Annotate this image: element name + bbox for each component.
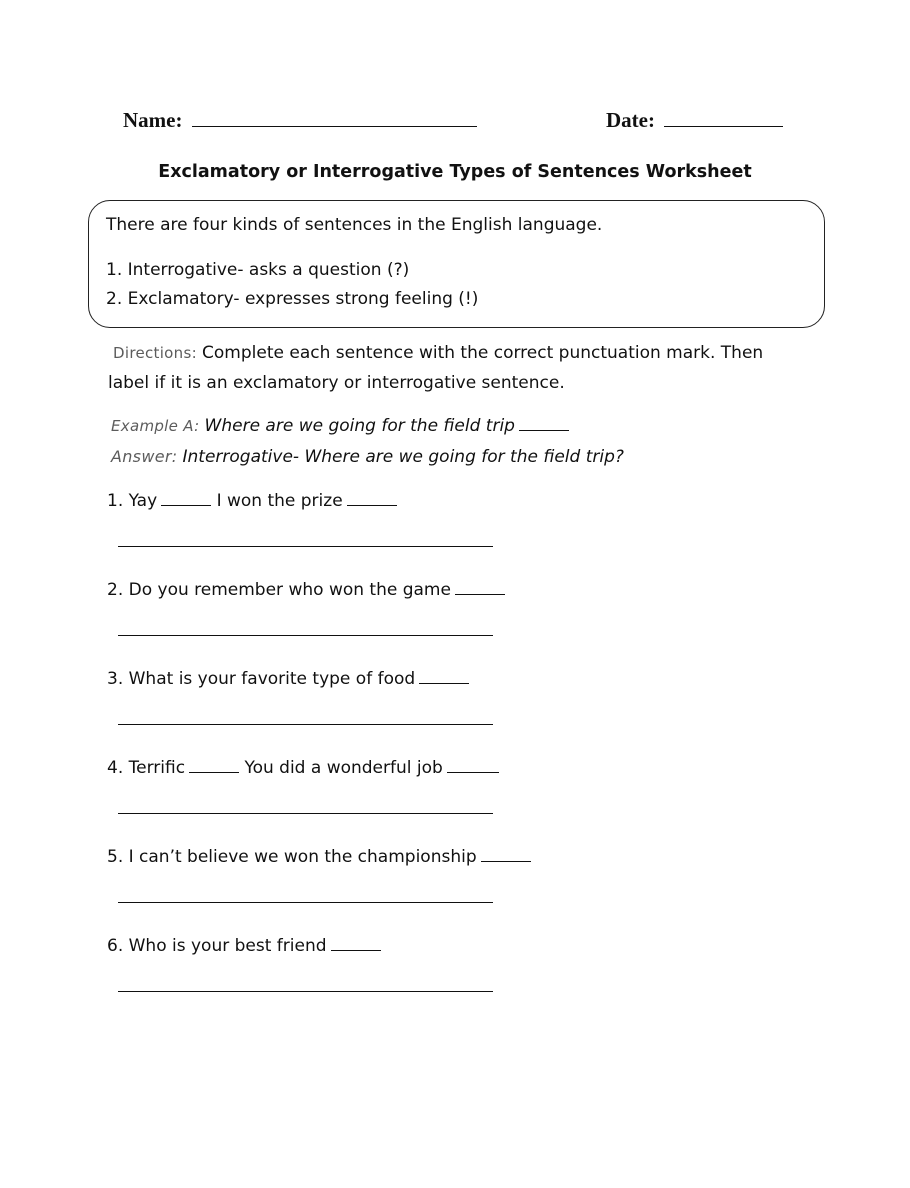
name-blank[interactable]	[192, 108, 477, 127]
date-label: Date:	[606, 108, 655, 132]
question-6-text: 6. Who is your best friend	[107, 936, 327, 956]
info-item-exclamatory: 2. Exclamatory- expresses strong feeling (!)	[106, 289, 479, 309]
question-4-blank-b[interactable]	[447, 758, 499, 773]
directions-text-line1: Complete each sentence with the correct punctuation mark. Then	[202, 343, 764, 363]
question-4-text-b: You did a wonderful job	[244, 758, 443, 778]
question-4	[107, 758, 499, 778]
question-1-text-b: I won the prize	[216, 491, 343, 511]
directions-label: Directions:	[113, 344, 197, 362]
question-3-blank[interactable]	[419, 669, 469, 684]
question-2-text: 2. Do you remember who won the game	[107, 580, 451, 600]
question-2-blank[interactable]	[455, 580, 505, 595]
example-text: Where are we going for the field trip	[204, 416, 515, 436]
question-6-blank[interactable]	[331, 936, 381, 951]
question-4-text-a: 4. Terrific	[107, 758, 186, 778]
example	[111, 416, 569, 436]
question-5	[107, 847, 531, 867]
name-field	[123, 108, 477, 133]
date-field	[606, 108, 783, 133]
question-3	[107, 669, 469, 689]
answer-line-6[interactable]	[118, 991, 493, 992]
answer-line-1[interactable]	[118, 546, 493, 547]
answer-line-3[interactable]	[118, 724, 493, 725]
info-item-interrogative: 1. Interrogative- asks a question (?)	[106, 260, 410, 280]
question-4-blank-a[interactable]	[189, 758, 239, 773]
worksheet-title: Exclamatory or Interrogative Types of Sentences Worksheet	[158, 162, 752, 182]
answer-label: Answer:	[111, 447, 178, 466]
question-2	[107, 580, 505, 600]
name-label: Name:	[123, 108, 183, 132]
question-3-text: 3. What is your favorite type of food	[107, 669, 416, 689]
question-1-blank-b[interactable]	[347, 491, 397, 506]
directions-text-line2: label if it is an exclamatory or interrogative sentence.	[108, 373, 565, 393]
question-6	[107, 936, 381, 956]
info-intro: There are four kinds of sentences in the English language.	[106, 215, 603, 235]
question-5-text: 5. I can’t believe we won the championship	[107, 847, 477, 867]
answer-text: Interrogative- Where are we going for the field trip?	[182, 447, 624, 467]
question-1-text-a: 1. Yay	[107, 491, 158, 511]
question-5-blank[interactable]	[481, 847, 531, 862]
question-1-blank-a[interactable]	[161, 491, 211, 506]
example-answer	[111, 447, 624, 467]
question-1	[107, 491, 397, 511]
answer-line-4[interactable]	[118, 813, 493, 814]
answer-line-5[interactable]	[118, 902, 493, 903]
directions	[113, 343, 763, 363]
example-blank	[519, 416, 569, 431]
answer-line-2[interactable]	[118, 635, 493, 636]
date-blank[interactable]	[664, 108, 783, 127]
example-label: Example A:	[111, 417, 200, 435]
